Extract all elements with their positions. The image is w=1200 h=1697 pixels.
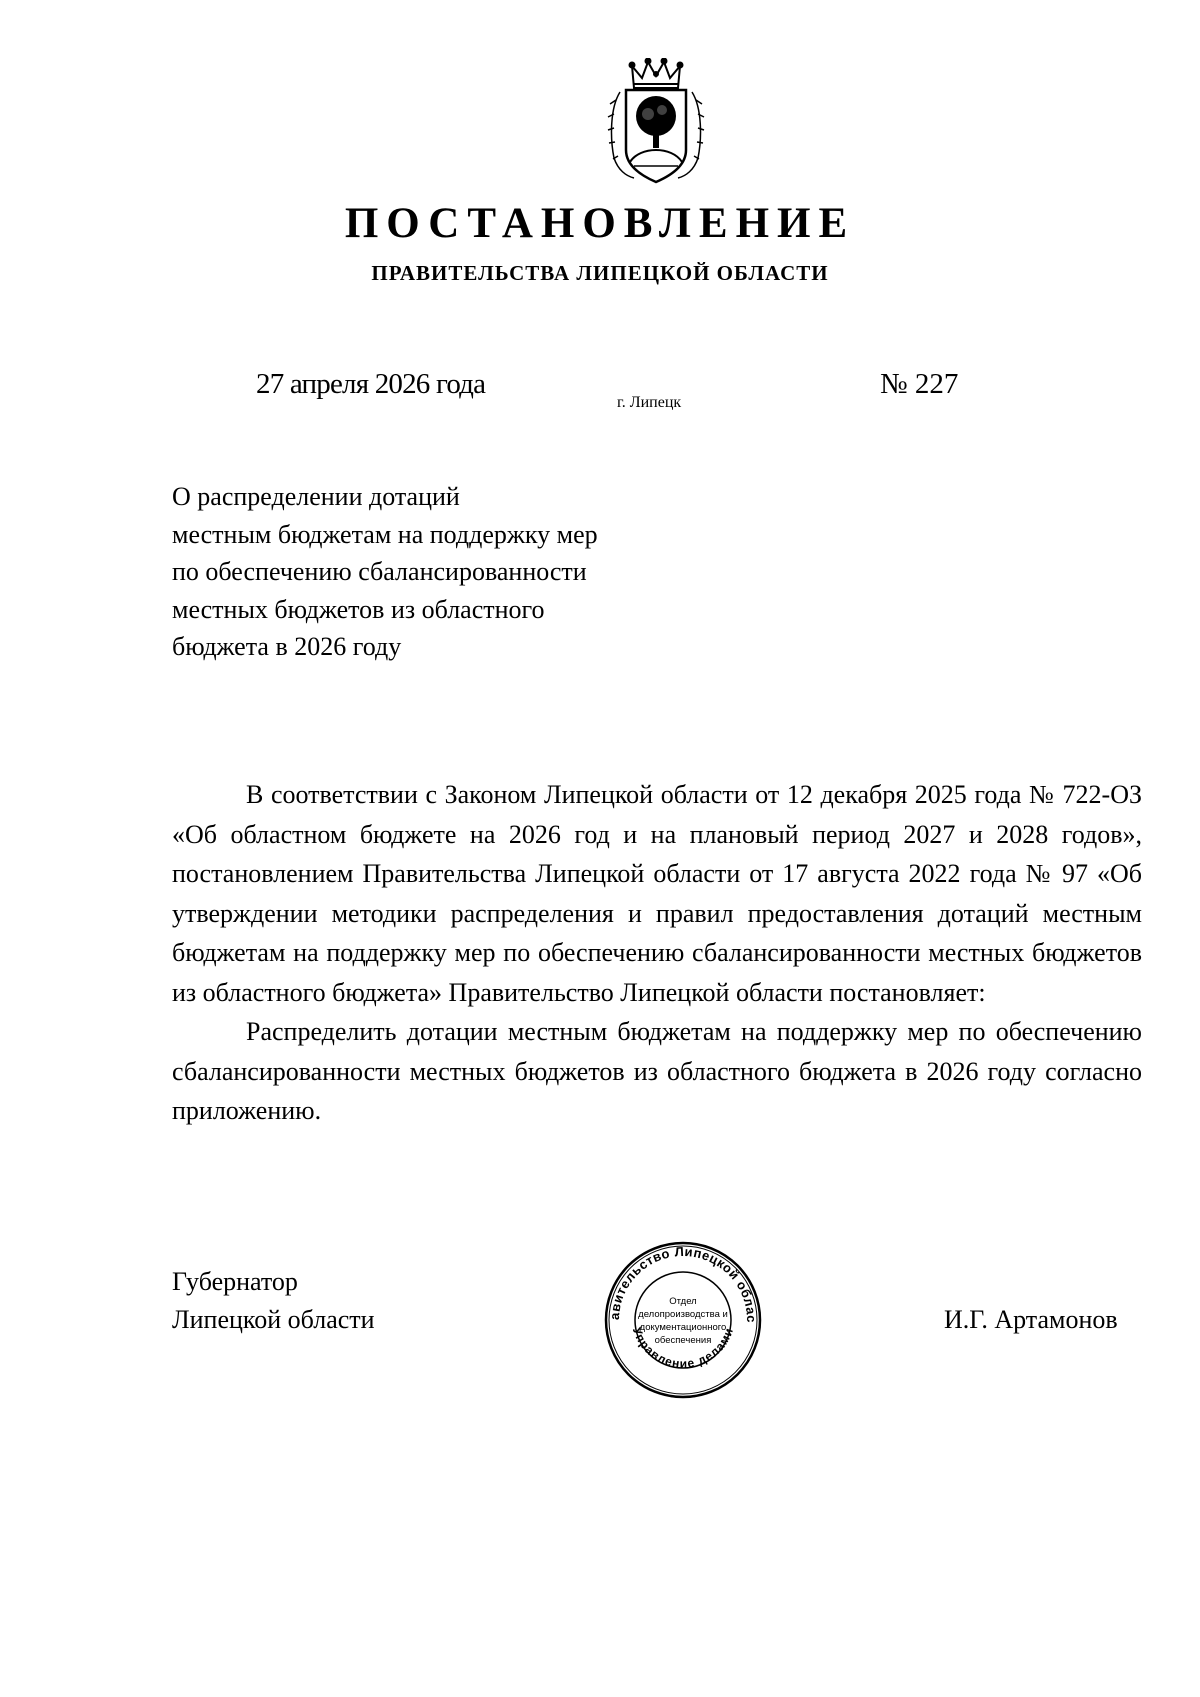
subject-line: местных бюджетов из областного xyxy=(172,594,545,624)
stamp-bottom-text: Управление делами xyxy=(629,1325,737,1371)
document-title: ПОСТАНОВЛЕНИЕ xyxy=(344,200,856,247)
body-paragraph: Распределить дотации местным бюджетам на поддержку мер по обеспечению сбалансированности местных бюджетов из областного бюджета в 2026 году согласно приложению. xyxy=(172,1017,1142,1125)
document-date: 27 апреля 2026 года xyxy=(256,368,486,400)
document-city: г. Липецк xyxy=(617,394,682,411)
stamp-outer-text: авительство Липецкой облас xyxy=(606,1243,760,1323)
signatory-position-line: Липецкой области xyxy=(172,1305,375,1334)
stamp-inner-line: документационного xyxy=(639,1322,727,1333)
signatory-position xyxy=(172,1263,375,1339)
official-stamp xyxy=(603,1240,763,1400)
subject-line: местным бюджетам на поддержку мер xyxy=(172,519,598,549)
signatory-name: И.Г. Артамонов xyxy=(944,1305,1118,1334)
coat-of-arms-icon xyxy=(604,58,708,188)
stamp-inner-line: Отдел xyxy=(669,1296,697,1307)
document-body xyxy=(172,775,1142,1131)
document-subtitle: ПРАВИТЕЛЬСТВА ЛИПЕЦКОЙ ОБЛАСТИ xyxy=(371,261,829,285)
body-paragraph: В соответствии с Законом Липецкой области от 12 декабря 2025 года № 722-ОЗ «Об областном бюджете на 2026 год и на плановый период 2027 и 2028 годов», постановлением Правительства Липецкой области от 17 августа 2022 года № 97 «Об утверждении методики распределения и правил предоставления дотаций местным бюджетам на поддержку мер по обеспечению сбалансированности местных бюджетов из областного бюджета» Правительство Липецкой области постановляет: xyxy=(172,780,1142,1007)
stamp-inner-line: обеспечения xyxy=(654,1335,712,1346)
signatory-position-line: Губернатор xyxy=(172,1267,298,1296)
subject-line: бюджета в 2026 году xyxy=(172,632,402,661)
document-subject xyxy=(172,478,692,666)
subject-line: О распределении дотаций xyxy=(172,482,460,511)
document-number: № 227 xyxy=(880,368,959,400)
subject-line: по обеспечению сбалансированности xyxy=(172,557,587,586)
stamp-inner-line: делопроизводства и xyxy=(638,1309,728,1320)
